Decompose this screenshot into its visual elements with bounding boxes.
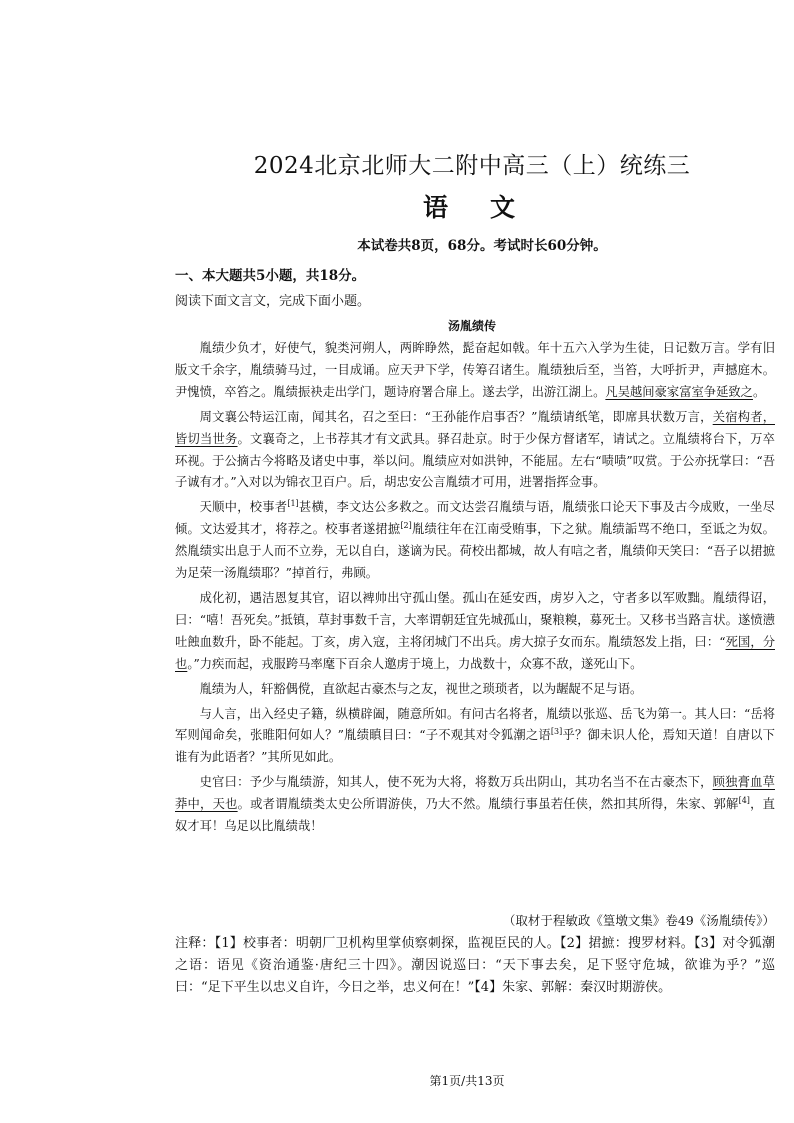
paragraph-text: 。”力疾而起，戎服跨马率麾下百余人邀虏于境上，力战数十，众寡不敌，遂死山下。 bbox=[187, 656, 643, 671]
subject-heading: 语文 bbox=[422, 193, 557, 222]
paragraph-text: 史官曰：予少与胤绩游，知其人，使不死为大将，将数万兵出阴山，其功名当不在古豪杰下， bbox=[199, 775, 713, 790]
underlined-sentence-4: 顾独膏血草莽中，天也 bbox=[175, 775, 775, 812]
page-title: 2024北京北师大二附中高三（上）统练三 bbox=[253, 153, 691, 179]
paragraph-6 bbox=[175, 704, 775, 770]
paragraph-3 bbox=[175, 497, 775, 585]
source-citation: （取材于程敏政《篁墩文集》卷49《汤胤绩传》） bbox=[502, 913, 775, 928]
paragraph-2 bbox=[175, 407, 775, 495]
paragraph-text: 天顺中，校事者 bbox=[199, 500, 288, 515]
underlined-sentence-1: 凡吴越间豪家富室争延致之 bbox=[605, 384, 753, 399]
paragraph-5: 胤绩为人，轩豁偶傥，直欲起古豪杰与之友，视世之琐琐者，以为龌龊不足与语。 bbox=[199, 681, 643, 696]
note-marker-3: [3] bbox=[550, 727, 563, 737]
paragraph-text: ，直奴才耳！乌足以比胤绩哉！ bbox=[175, 797, 775, 834]
note-marker-2: [2] bbox=[400, 521, 412, 531]
paragraph-1 bbox=[175, 338, 775, 404]
paragraph-text: 与人言，出入经史子籍，纵横辟阖，随意所如。有问古名将者，胤绩以张巡、岳飞为第一。其人曰：“岳将军则闻命矣，张睢阳何如人？”胤绩瞋目曰：“子不观其对令狐潮之语 bbox=[175, 706, 775, 743]
paragraph-text: 周文襄公特运江南，闻其名，召之至曰：“王孙能作启事否？”胤绩请纸笔，即席具状数万言， bbox=[199, 409, 713, 424]
paragraph-text: 乎？御未识人伦，焉知天道！自唐以下谁有为此语者？”其所见如此。 bbox=[175, 728, 775, 765]
passage-title: 汤胤绩传 bbox=[447, 319, 496, 333]
paragraph-4 bbox=[175, 588, 775, 676]
paragraph-text: 。或者谓胤绩类太史公所谓游侠，乃大不然。胤绩行事虽若任侠，然扣其所得，朱家、郭解 bbox=[237, 797, 739, 812]
exam-info: 本试卷共8页，68分。考试时长60分钟。 bbox=[357, 238, 607, 254]
paragraph-text: 胤绩往年在江南受贿事，下之狱。胤绩詬骂不绝口，至诋之为奴。然胤绩实出息于人而不立券，无以自白，遂谪为民。荷校出都城，故人有唁之者，胤绩仰天笑曰：“吾子以捃摭为足荣一汤胤绩耶？”掉首行，弗顾。 bbox=[175, 522, 775, 581]
instruction-text: 阅读下面文言文，完成下面小题。 bbox=[175, 294, 371, 309]
passage-body bbox=[175, 338, 775, 841]
footnotes: 注释：【1】校事者：明朝厂卫机构里掌侦察刺探，监视臣民的人。【2】捃摭：搜罗材料。【3】对令狐潮之语：语见《资治通鉴·唐纪三十四》。潮因说巡曰：“天下事去矣，足下竖守危城，欲谁为乎？”巡曰：“足下平生以忠义自许，今日之举，忠义何在！”【4】朱家、郭解：秦汉时期游侠。 bbox=[175, 936, 775, 995]
note-marker-1: [1] bbox=[287, 499, 299, 509]
page-number: 第1页/共13页 bbox=[429, 1074, 505, 1088]
paragraph-text: 甚横，李文达公多救之。而文达尝召胤绩与语，胤绩张口论天下事及古今成败，一坐尽倾。文达爱其才，将荐之。校事者遂捃摭 bbox=[175, 500, 775, 537]
paragraph-text: 。文襄奇之，上书荐其才有文武具。驿召赴京。时于少保方督诸军，请试之。立胤绩将台下，万卒环视。于公摘古今将略及诸史中事，举以问。胤绩应对如洪钟，不能屈。左右“啧啧”叹赏。于公亦抚掌曰：“吾子诚有才。”入对以为锦衣卫百户。后，胡忠安公言胤绩才可用，进署指挥佥事。 bbox=[175, 431, 775, 490]
paragraph-7 bbox=[175, 772, 775, 838]
paragraph-text: 胤绩少负才，好使气，貌类河朔人，两眸睁然，髭奋起如戟。年十五六入学为生徒，日记数万言。学有旧版文千余字，胤绩骑马过，一目成诵。应天尹下学，传筹召诸生。胤绩独后至，当笞，大呼折尹，声撼庭木。尹愧愤，卒笞之。胤绩振袂走出学门，题诗府署合扉上。遂去学，出游江湖上。 bbox=[175, 341, 775, 399]
underlined-sentence-2: 关宿构者，皆切当世务 bbox=[175, 409, 775, 446]
paragraph-text: 。 bbox=[752, 384, 766, 399]
underlined-sentence-3: 死国，分也 bbox=[175, 634, 775, 671]
paragraph-text: 成化初，遇洁恩复其官，诏以裨帅出守孤山堡。孤山在延安西，虏岁入之，守者多以军败黜。胤绩得诏，曰：“嘻！吾死矣。”抵镇，草封事数千言，大率谓朝廷宜先城孤山，聚粮糗，募死士。又移书当路言状。遂愤懑吐蝕血数升，卧不能起。丁亥，虏入寇，主将闭城门不出兵。虏大掠子女而东。胤绩怒发上指，曰：“ bbox=[175, 590, 775, 649]
note-marker-4: [4] bbox=[738, 796, 750, 806]
section-heading: 一、本大题共5小题，共18分。 bbox=[175, 268, 366, 284]
